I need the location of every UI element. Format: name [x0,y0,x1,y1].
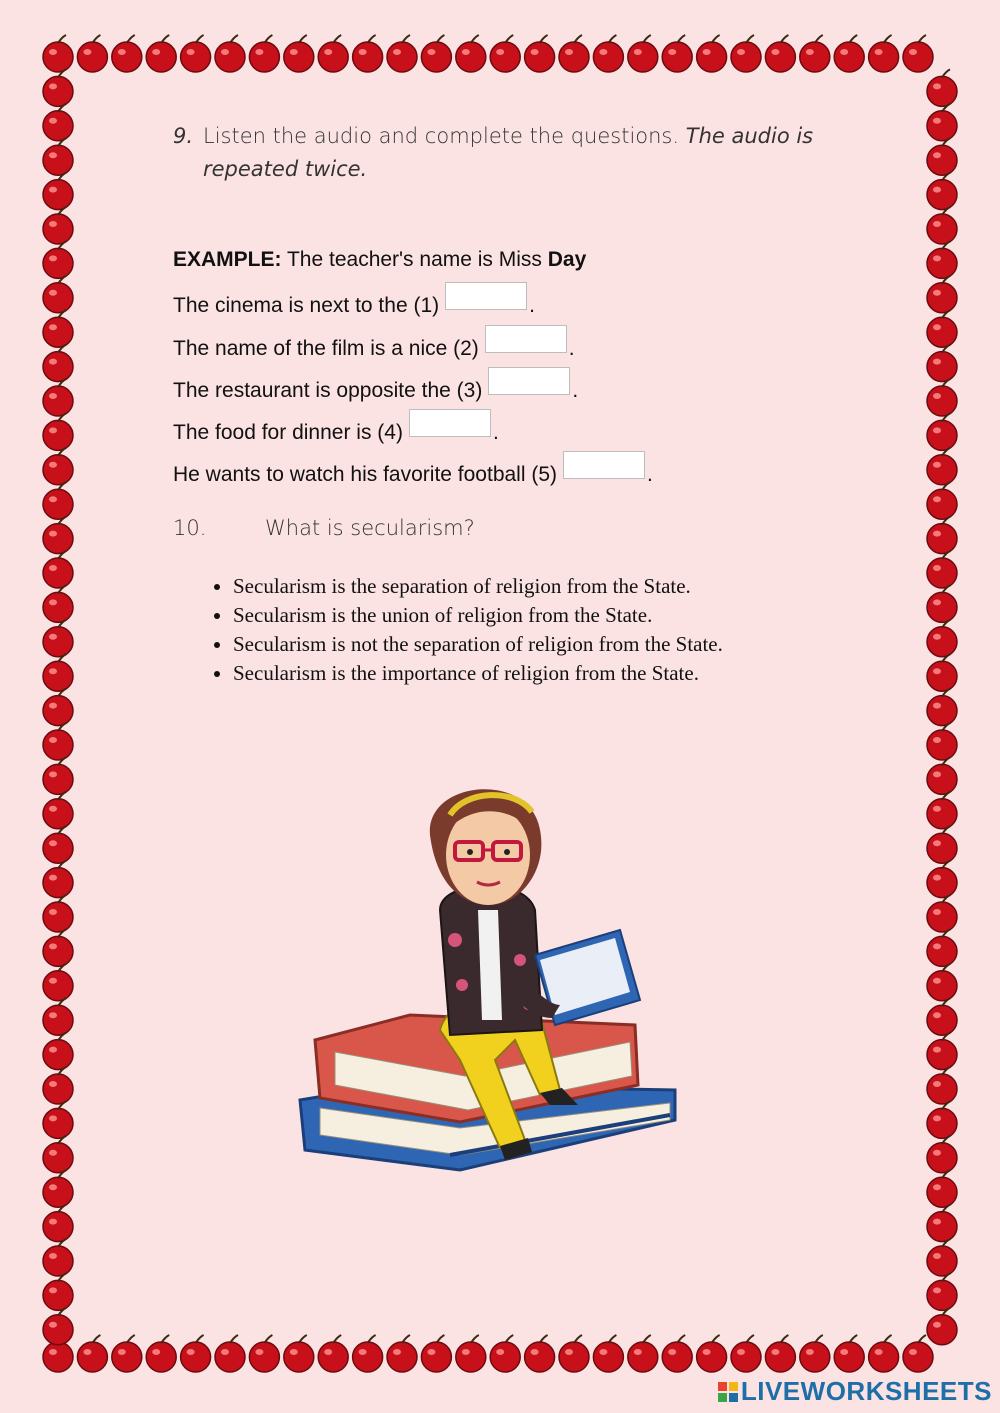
apple-border-icon [927,792,957,829]
question-10 [173,516,475,540]
apple-border-icon [525,35,555,72]
apple-border-icon [77,35,107,72]
apple-border-icon [834,1335,864,1372]
apple-border-icon [869,1335,899,1372]
example-line [173,248,586,272]
apple-border-icon [697,1335,727,1372]
fill-line-1: The cinema is next to the (1) . [173,290,535,318]
apple-border-icon [77,1335,107,1372]
apple-border-icon [927,448,957,485]
apple-border-icon [927,929,957,966]
apple-border-icon [456,35,486,72]
example-text: The teacher's name is Miss [286,248,542,271]
apple-border-icon [559,1335,589,1372]
apple-border-icon [927,964,957,1001]
fill-line-text: The name of the film is a nice (2) [173,337,479,360]
fill-line-text: He wants to watch his favorite football (5) [173,463,558,486]
apple-border-icon [43,1205,73,1242]
apple-border-icon [421,1335,451,1372]
apple-border-icon [927,310,957,347]
apple-border-icon [628,1335,658,1372]
apple-border-icon [284,35,314,72]
apple-border-icon [43,276,73,313]
apple-border-icon [628,35,658,72]
fill-line-5: He wants to watch his favorite football (5) . [173,459,653,487]
apple-border-icon [43,517,73,554]
apple-border-icon [927,998,957,1035]
apple-border-icon [490,1335,520,1372]
question-9-note-2: repeated twice. [203,157,368,181]
apple-border-icon [927,1239,957,1276]
apple-border-icon [927,276,957,313]
apple-border-icon [43,1067,73,1104]
apple-border-icon [318,35,348,72]
apple-border-icon [927,1033,957,1070]
apple-border-icon [43,379,73,416]
apple-border-icon [927,1136,957,1173]
apple-border-icon [927,654,957,691]
apple-border-icon [43,998,73,1035]
fill-line-text: The food for dinner is (4) [173,421,403,444]
logo-square [718,1393,727,1402]
apple-border-icon [181,35,211,72]
liveworksheets-logo-icon [718,1382,738,1402]
example-label: EXAMPLE: [173,248,282,271]
apple-border-icon [593,1335,623,1372]
apple-border-icon [43,1033,73,1070]
apple-border-icon [43,792,73,829]
apple-border-icon [43,482,73,519]
apple-border-icon [834,35,864,72]
logo-square [729,1393,738,1402]
apple-border-icon [215,35,245,72]
option-3: • Secularism is not the separation of religion from the State. [233,630,723,659]
logo-text: LIVEWORKSHEETS [740,1376,992,1406]
option-1: • Secularism is the separation of religion from the State. [233,572,723,601]
secularism-options [200,572,723,688]
apple-border-icon [353,35,383,72]
apple-border-icon [927,723,957,760]
apple-border-icon [43,413,73,450]
apple-border-icon [927,895,957,932]
apple-border-icon [927,345,957,382]
apple-border-icon [43,585,73,622]
apple-border-icon [927,861,957,898]
apple-border-icon [43,551,73,588]
apple-border-icon [43,1101,73,1138]
logo-square [718,1382,727,1391]
apple-border-icon [456,1335,486,1372]
apple-border-icon [800,1335,830,1372]
apple-border-icon [927,1170,957,1207]
apple-border-icon [284,1335,314,1372]
question-9 [173,120,853,186]
apple-border-icon [43,757,73,794]
apple-border-icon [927,826,957,863]
apple-border-icon [869,35,899,72]
apple-border-icon [903,1335,933,1372]
apple-border-icon [927,413,957,450]
answer-input-2[interactable] [485,325,567,353]
apple-border-icon [215,1335,245,1372]
apple-border-icon [559,35,589,72]
apple-border-icon [927,104,957,141]
apple-border-icon [146,35,176,72]
apple-border-icon [927,207,957,244]
apple-border-icon [43,1273,73,1310]
apple-border-icon [43,723,73,760]
fill-line-4: The food for dinner is (4) . [173,417,499,445]
answer-input-1[interactable] [445,282,527,310]
apple-border-icon [43,861,73,898]
apple-border-icon [800,35,830,72]
apple-border-icon [43,826,73,863]
apple-border-icon [112,1335,142,1372]
fill-line-text: The restaurant is opposite the (3) [173,379,483,402]
apple-border-icon [927,585,957,622]
question-9-number: 9. [173,124,194,148]
apple-border-icon [927,1101,957,1138]
example-answer: Day [547,248,587,271]
teacher-reading-illustration [290,760,690,1210]
apple-border-icon [249,35,279,72]
answer-input-4[interactable] [409,409,491,437]
option-4: • Secularism is the importance of religion from the State. [233,659,723,688]
fill-line-text: The cinema is next to the (1) [173,294,440,317]
apple-border-icon [43,1239,73,1276]
apple-border-icon [927,1308,957,1345]
apple-border-icon [490,35,520,72]
fill-line-2: The name of the film is a nice (2) . [173,333,575,361]
question-9-text: Listen the audio and complete the questions. [203,124,680,148]
apple-border-icon [731,35,761,72]
apple-border-icon [593,35,623,72]
apple-border-icon [697,35,727,72]
apple-border-icon [662,1335,692,1372]
apple-border-icon [927,379,957,416]
apple-border-icon [903,35,933,72]
apple-border-icon [43,1136,73,1173]
answer-input-5[interactable] [563,451,645,479]
apple-border-icon [765,35,795,72]
apple-border-icon [421,35,451,72]
question-10-number: 10. [173,516,207,540]
apple-border-icon [43,448,73,485]
apple-border-icon [927,138,957,175]
apple-border-icon [927,517,957,554]
apple-border-icon [43,35,73,72]
question-10-text: What is secularism? [265,516,475,540]
apple-border-icon [927,69,957,106]
apple-border-icon [43,689,73,726]
apple-border-icon [353,1335,383,1372]
apple-border-icon [43,138,73,175]
apple-border-icon [43,69,73,106]
apple-border-icon [43,241,73,278]
apple-border-icon [181,1335,211,1372]
teacher-head-icon [430,789,542,905]
apple-border-icon [927,620,957,657]
apple-border-icon [112,35,142,72]
apple-border-icon [765,1335,795,1372]
apple-border-icon [927,689,957,726]
apple-border-icon [525,1335,555,1372]
apple-border-icon [43,964,73,1001]
apple-border-icon [43,104,73,141]
apple-border-icon [43,929,73,966]
apple-border-icon [927,241,957,278]
apple-border-icon [927,1205,957,1242]
apple-border-icon [927,757,957,794]
apple-border-icon [43,310,73,347]
apple-border-icon [387,1335,417,1372]
apple-border-icon [43,207,73,244]
fill-line-3: The restaurant is opposite the (3) . [173,375,578,403]
apple-border-icon [927,551,957,588]
apple-border-icon [43,345,73,382]
apple-border-icon [387,35,417,72]
liveworksheets-logo [718,1376,992,1407]
apple-border-icon [662,35,692,72]
apple-border-icon [249,1335,279,1372]
apple-border-icon [43,895,73,932]
apple-border-icon [43,654,73,691]
logo-square [729,1382,738,1391]
option-2: • Secularism is the union of religion from the State. [233,601,723,630]
question-9-note-1: The audio is [685,124,814,148]
answer-input-3[interactable] [488,367,570,395]
apple-border-icon [318,1335,348,1372]
apple-border-icon [43,620,73,657]
apple-border-icon [927,173,957,210]
apple-border-icon [43,1170,73,1207]
apple-border-icon [927,482,957,519]
apple-border-icon [731,1335,761,1372]
apple-border-icon [43,173,73,210]
apple-border-icon [927,1273,957,1310]
apple-border-icon [927,1067,957,1104]
apple-border-icon [43,1308,73,1345]
apple-border-icon [146,1335,176,1372]
